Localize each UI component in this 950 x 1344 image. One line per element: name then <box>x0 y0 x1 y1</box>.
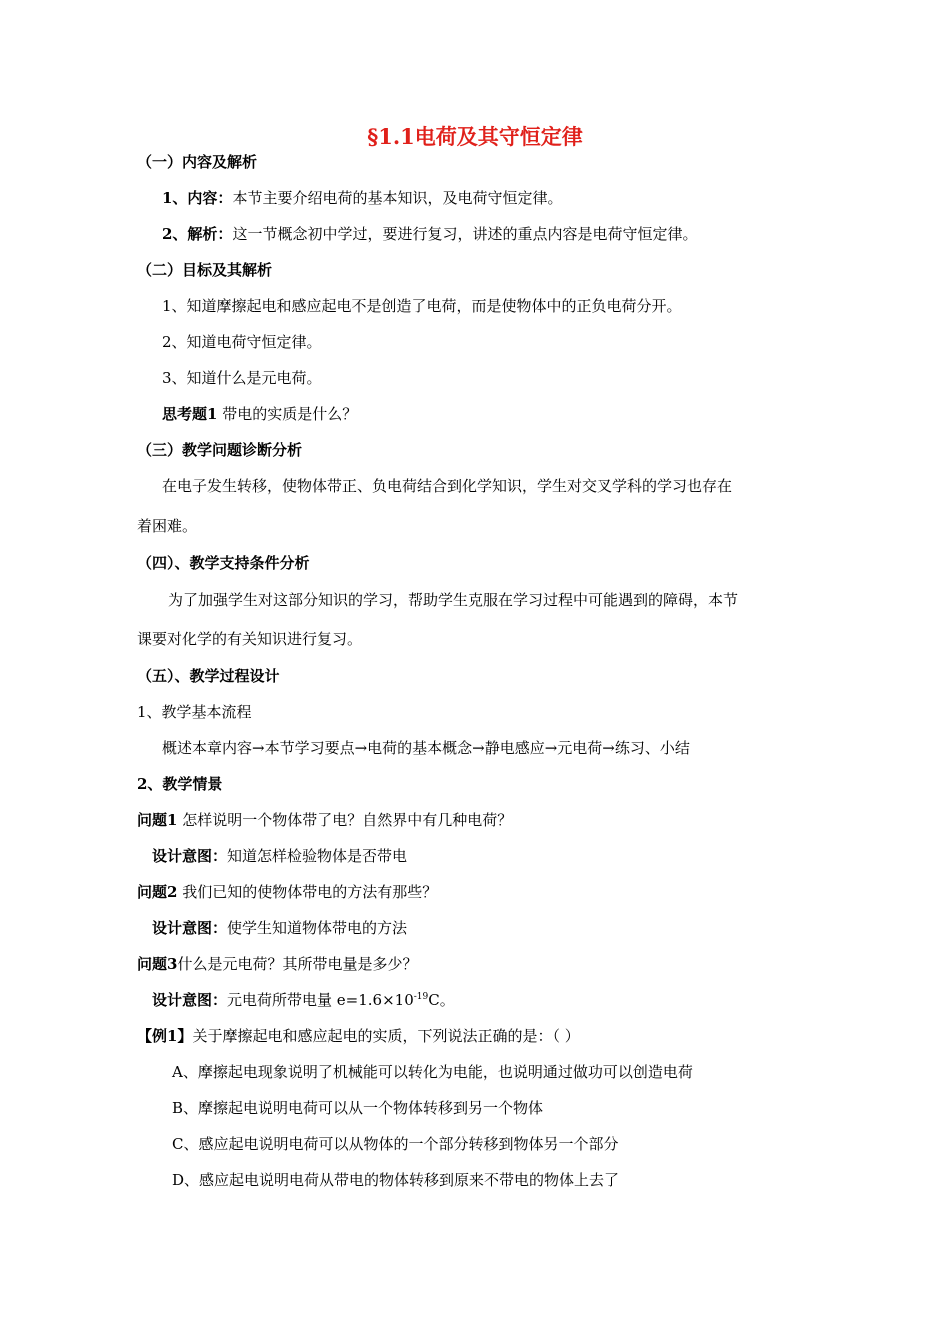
goal-item: 3、知道什么是元电荷。 <box>162 369 322 387</box>
exponent: -19 <box>413 992 429 1002</box>
think-question <box>162 404 357 424</box>
question-1-label: 问题1 <box>137 811 178 829</box>
question-2 <box>137 882 437 902</box>
think-label: 思考题1 <box>162 405 218 423</box>
document-title: §1.1电荷及其守恒定律 <box>367 124 583 149</box>
question-1-text: 怎样说明一个物体带了电？自然界中有几种电荷？ <box>177 811 513 829</box>
think-text: 带电的实质是什么？ <box>217 405 358 423</box>
design-intent-2-text: 使学生知道物体带电的方法 <box>227 919 408 937</box>
design-intent-3 <box>152 990 455 1010</box>
diagnosis-line-1: 在电子发生转移，使物体带正、负电荷结合到化学知识，学生对交叉学科的学习也存在 <box>162 477 733 495</box>
section-heading-diagnosis: （三）教学问题诊断分析 <box>137 441 303 459</box>
section-heading-process: （五）、教学过程设计 <box>137 667 280 685</box>
option-d: D、感应起电说明电荷从带电的物体转移到原来不带电的物体上去了 <box>172 1171 620 1189</box>
question-2-text: 我们已知的使物体带电的方法有那些？ <box>177 883 438 901</box>
design-intent-1-text: 知道怎样检验物体是否带电 <box>227 847 408 865</box>
flow-text: 概述本章内容→本节学习要点→电荷的基本概念→静电感应→元电荷→练习、小结 <box>162 739 690 757</box>
content-text: 本节主要介绍电荷的基本知识，及电荷守恒定律。 <box>232 189 563 207</box>
design-intent-2-label: 设计意图： <box>152 919 228 937</box>
example-1 <box>137 1026 580 1046</box>
design-intent-3-unit: C。 <box>428 991 455 1009</box>
goal-item: 1、知道摩擦起电和感应起电不是创造了电荷，而是使物体中的正负电荷分开。 <box>162 297 682 315</box>
analysis-paragraph <box>162 224 697 244</box>
example-1-text: 关于摩擦起电和感应起电的实质，下列说法正确的是：（ ） <box>192 1027 580 1045</box>
option-a: A、摩擦起电现象说明了机械能可以转化为电能，也说明通过做功可以创造电荷 <box>172 1063 693 1081</box>
content-label: 1、内容： <box>162 189 233 207</box>
example-1-label: 【例1】 <box>137 1027 193 1045</box>
design-intent-2 <box>152 918 407 938</box>
goal-item: 2、知道电荷守恒定律。 <box>162 333 322 351</box>
question-3 <box>137 954 417 974</box>
design-intent-1 <box>152 846 407 866</box>
scene-label: 2、教学情景 <box>137 775 223 793</box>
support-line-1: 为了加强学生对这部分知识的学习，帮助学生克服在学习过程中可能遇到的障碍，本节 <box>168 591 739 609</box>
question-1 <box>137 810 512 830</box>
question-3-label: 问题3 <box>137 955 178 973</box>
section-heading-content: （一）内容及解析 <box>137 153 258 171</box>
question-2-label: 问题2 <box>137 883 178 901</box>
section-heading-support: （四）、教学支持条件分析 <box>137 554 310 572</box>
design-intent-1-label: 设计意图： <box>152 847 228 865</box>
design-intent-3-text: 元电荷所带电量 e=1.6×10 <box>227 991 414 1009</box>
diagnosis-line-2: 着困难。 <box>137 517 198 535</box>
option-b: B、摩擦起电说明电荷可以从一个物体转移到另一个物体 <box>172 1099 544 1117</box>
design-intent-3-label: 设计意图： <box>152 991 228 1009</box>
flow-label: 1、教学基本流程 <box>137 703 252 721</box>
section-heading-goals: （二）目标及其解析 <box>137 261 273 279</box>
analysis-label: 2、解析： <box>162 225 233 243</box>
support-line-2: 课要对化学的有关知识进行复习。 <box>137 630 363 648</box>
content-paragraph <box>162 188 562 208</box>
question-3-text: 什么是元电荷？其所带电量是多少？ <box>177 955 418 973</box>
option-c: C、感应起电说明电荷可以从物体的一个部分转移到物体另一个部分 <box>172 1135 619 1153</box>
analysis-text: 这一节概念初中学过，要进行复习，讲述的重点内容是电荷守恒定律。 <box>232 225 698 243</box>
